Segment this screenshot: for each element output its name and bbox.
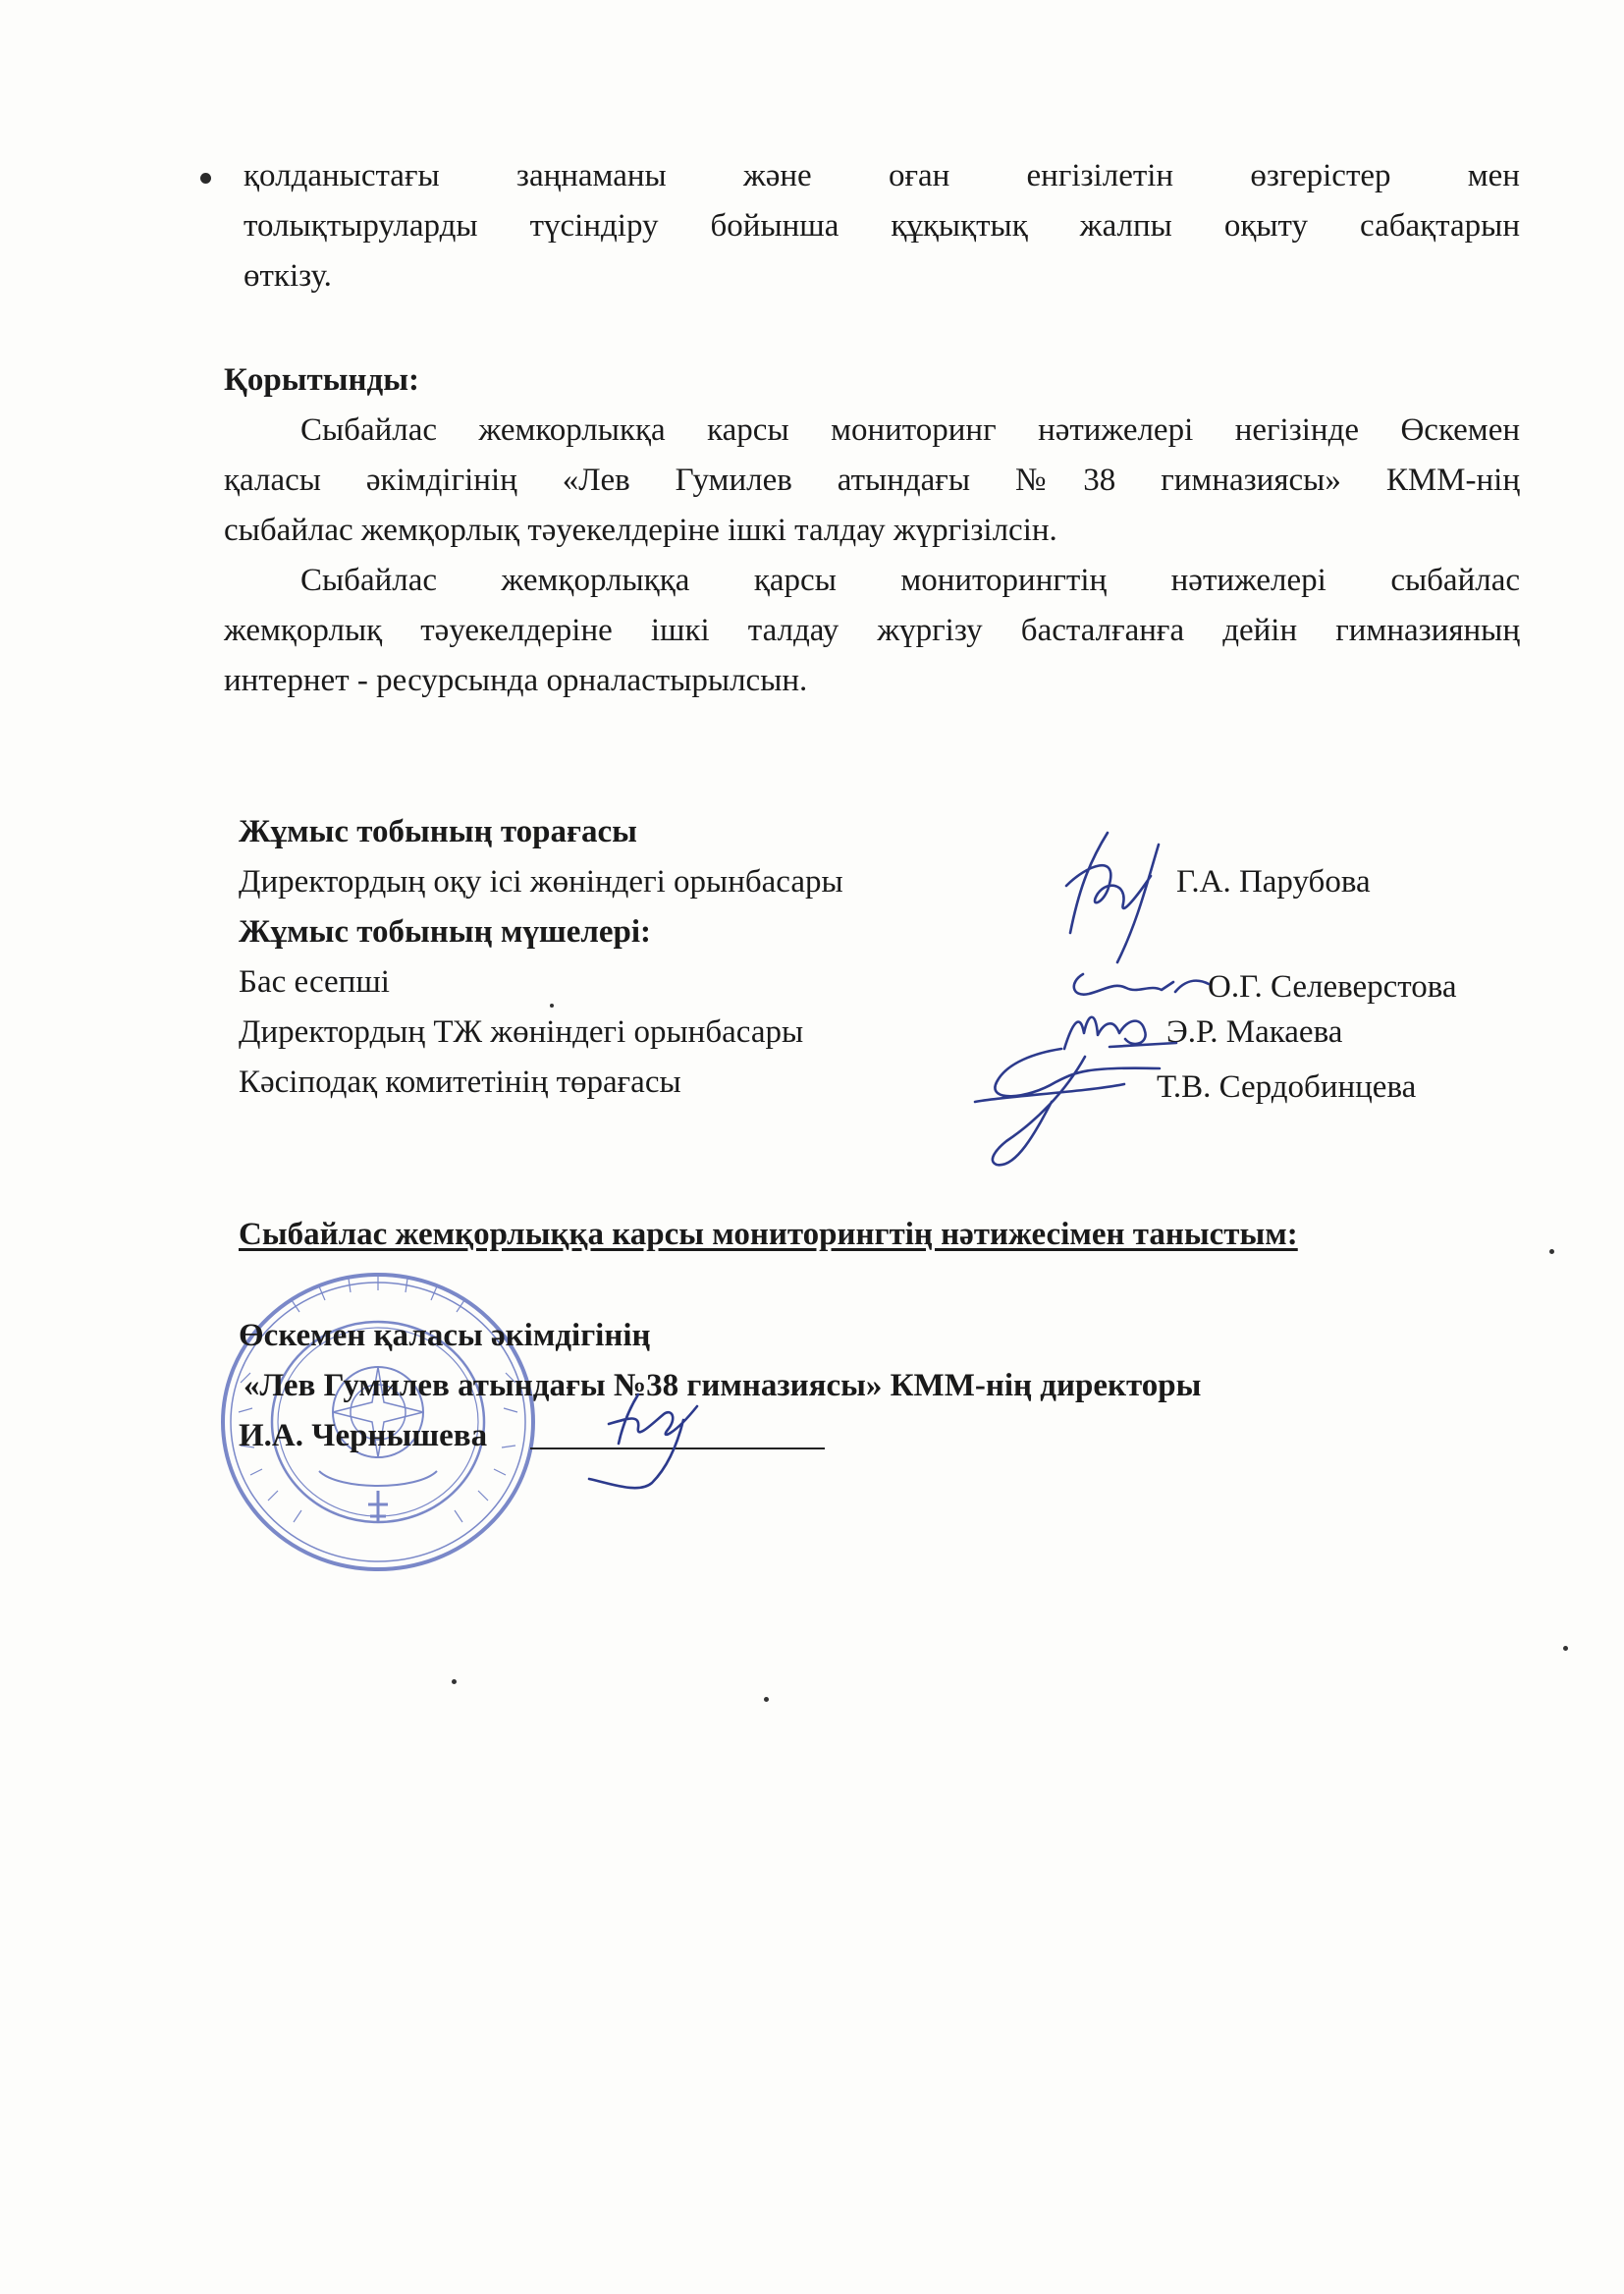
acknowledgement-title: Сыбайлас жемқорлыққа карсы мониторингтің нәтижесімен таныстым: [239,1217,1298,1252]
bullet-line-2: толықтыруларды түсіндіру бойынша құқықтық жалпы оқыту сабақтарын [244,208,1520,244]
member-position: Кәсіподақ комитетінің төрағасы [239,1065,681,1100]
signature-parubova-icon [1049,825,1176,972]
conclusion-para1-line3: сыбайлас жемқорлық тәуекелдеріне ішкі талдау жүргізілсін. [224,513,1057,548]
signature-serdobintseva-icon [967,1043,1164,1171]
bullet-word: мен [1467,158,1520,193]
scan-speck [550,1004,554,1008]
conclusion-para1-line2: қаласы әкімдігінің «Лев Гумилев атындағы №38 гимназиясы» КММ-нің [224,463,1520,498]
bullet-word: өзгерістер [1250,158,1391,193]
scan-speck [452,1679,457,1684]
scan-speck [1563,1646,1568,1651]
member-position: Бас есепші [239,964,390,1000]
director-name: И.А. Чернышева [239,1418,488,1453]
scan-speck [764,1697,769,1702]
signature-director-icon [569,1385,717,1493]
conclusion-para2-line1: Сыбайлас жемқорлыққа қарсы мониторингтің нәтижелері сыбайлас [300,563,1520,598]
acknowledgement-line2: «Лев Гумилев атындағы №38 гимназиясы» КММ-нің директоры [244,1368,1202,1403]
bullet-word: және [742,158,812,193]
conclusion-heading: Қорытынды: [224,362,419,398]
signature-seleverstova-icon [1065,964,1213,1004]
chair-position: Директордың оқу ісі жөніндегі орынбасары [239,864,843,900]
bullet-word: қолданыстағы [244,158,440,193]
acknowledgement-line1: Өскемен қаласы әкімдігінің [239,1318,651,1353]
conclusion-para2-line3: интернет - ресурсында орналастырылсын. [224,663,808,698]
chair-name: Г.А. Парубова [1176,864,1371,900]
scan-speck [1549,1249,1554,1254]
member-name: Т.В. Сердобинцева [1157,1069,1417,1105]
bullet-word: енгізілетін [1026,158,1174,193]
members-title: Жұмыс тобының мүшелері: [239,914,652,950]
conclusion-para1-line1: Сыбайлас жемкорлыкқа карсы мониторинг нәтижелері негізінде Өскемен [300,412,1520,448]
member-name: Э.Р. Макаева [1166,1014,1343,1050]
chair-title: Жұмыс тобының торағасы [239,814,637,849]
bullet-icon [200,173,211,184]
bullet-word: оған [888,158,950,193]
member-name: О.Г. Селеверстова [1208,969,1457,1005]
conclusion-para2-line2: жемқорлық тәуекелдеріне ішкі талдау жүргізу басталғанға дейін гимназияның [224,613,1520,648]
bullet-line-1 [244,151,1520,201]
bullet-line-3: өткізу. [244,258,332,294]
member-position: Директордың ТЖ жөніндегі орынбасары [239,1014,804,1050]
bullet-word: заңнаманы [515,158,667,193]
